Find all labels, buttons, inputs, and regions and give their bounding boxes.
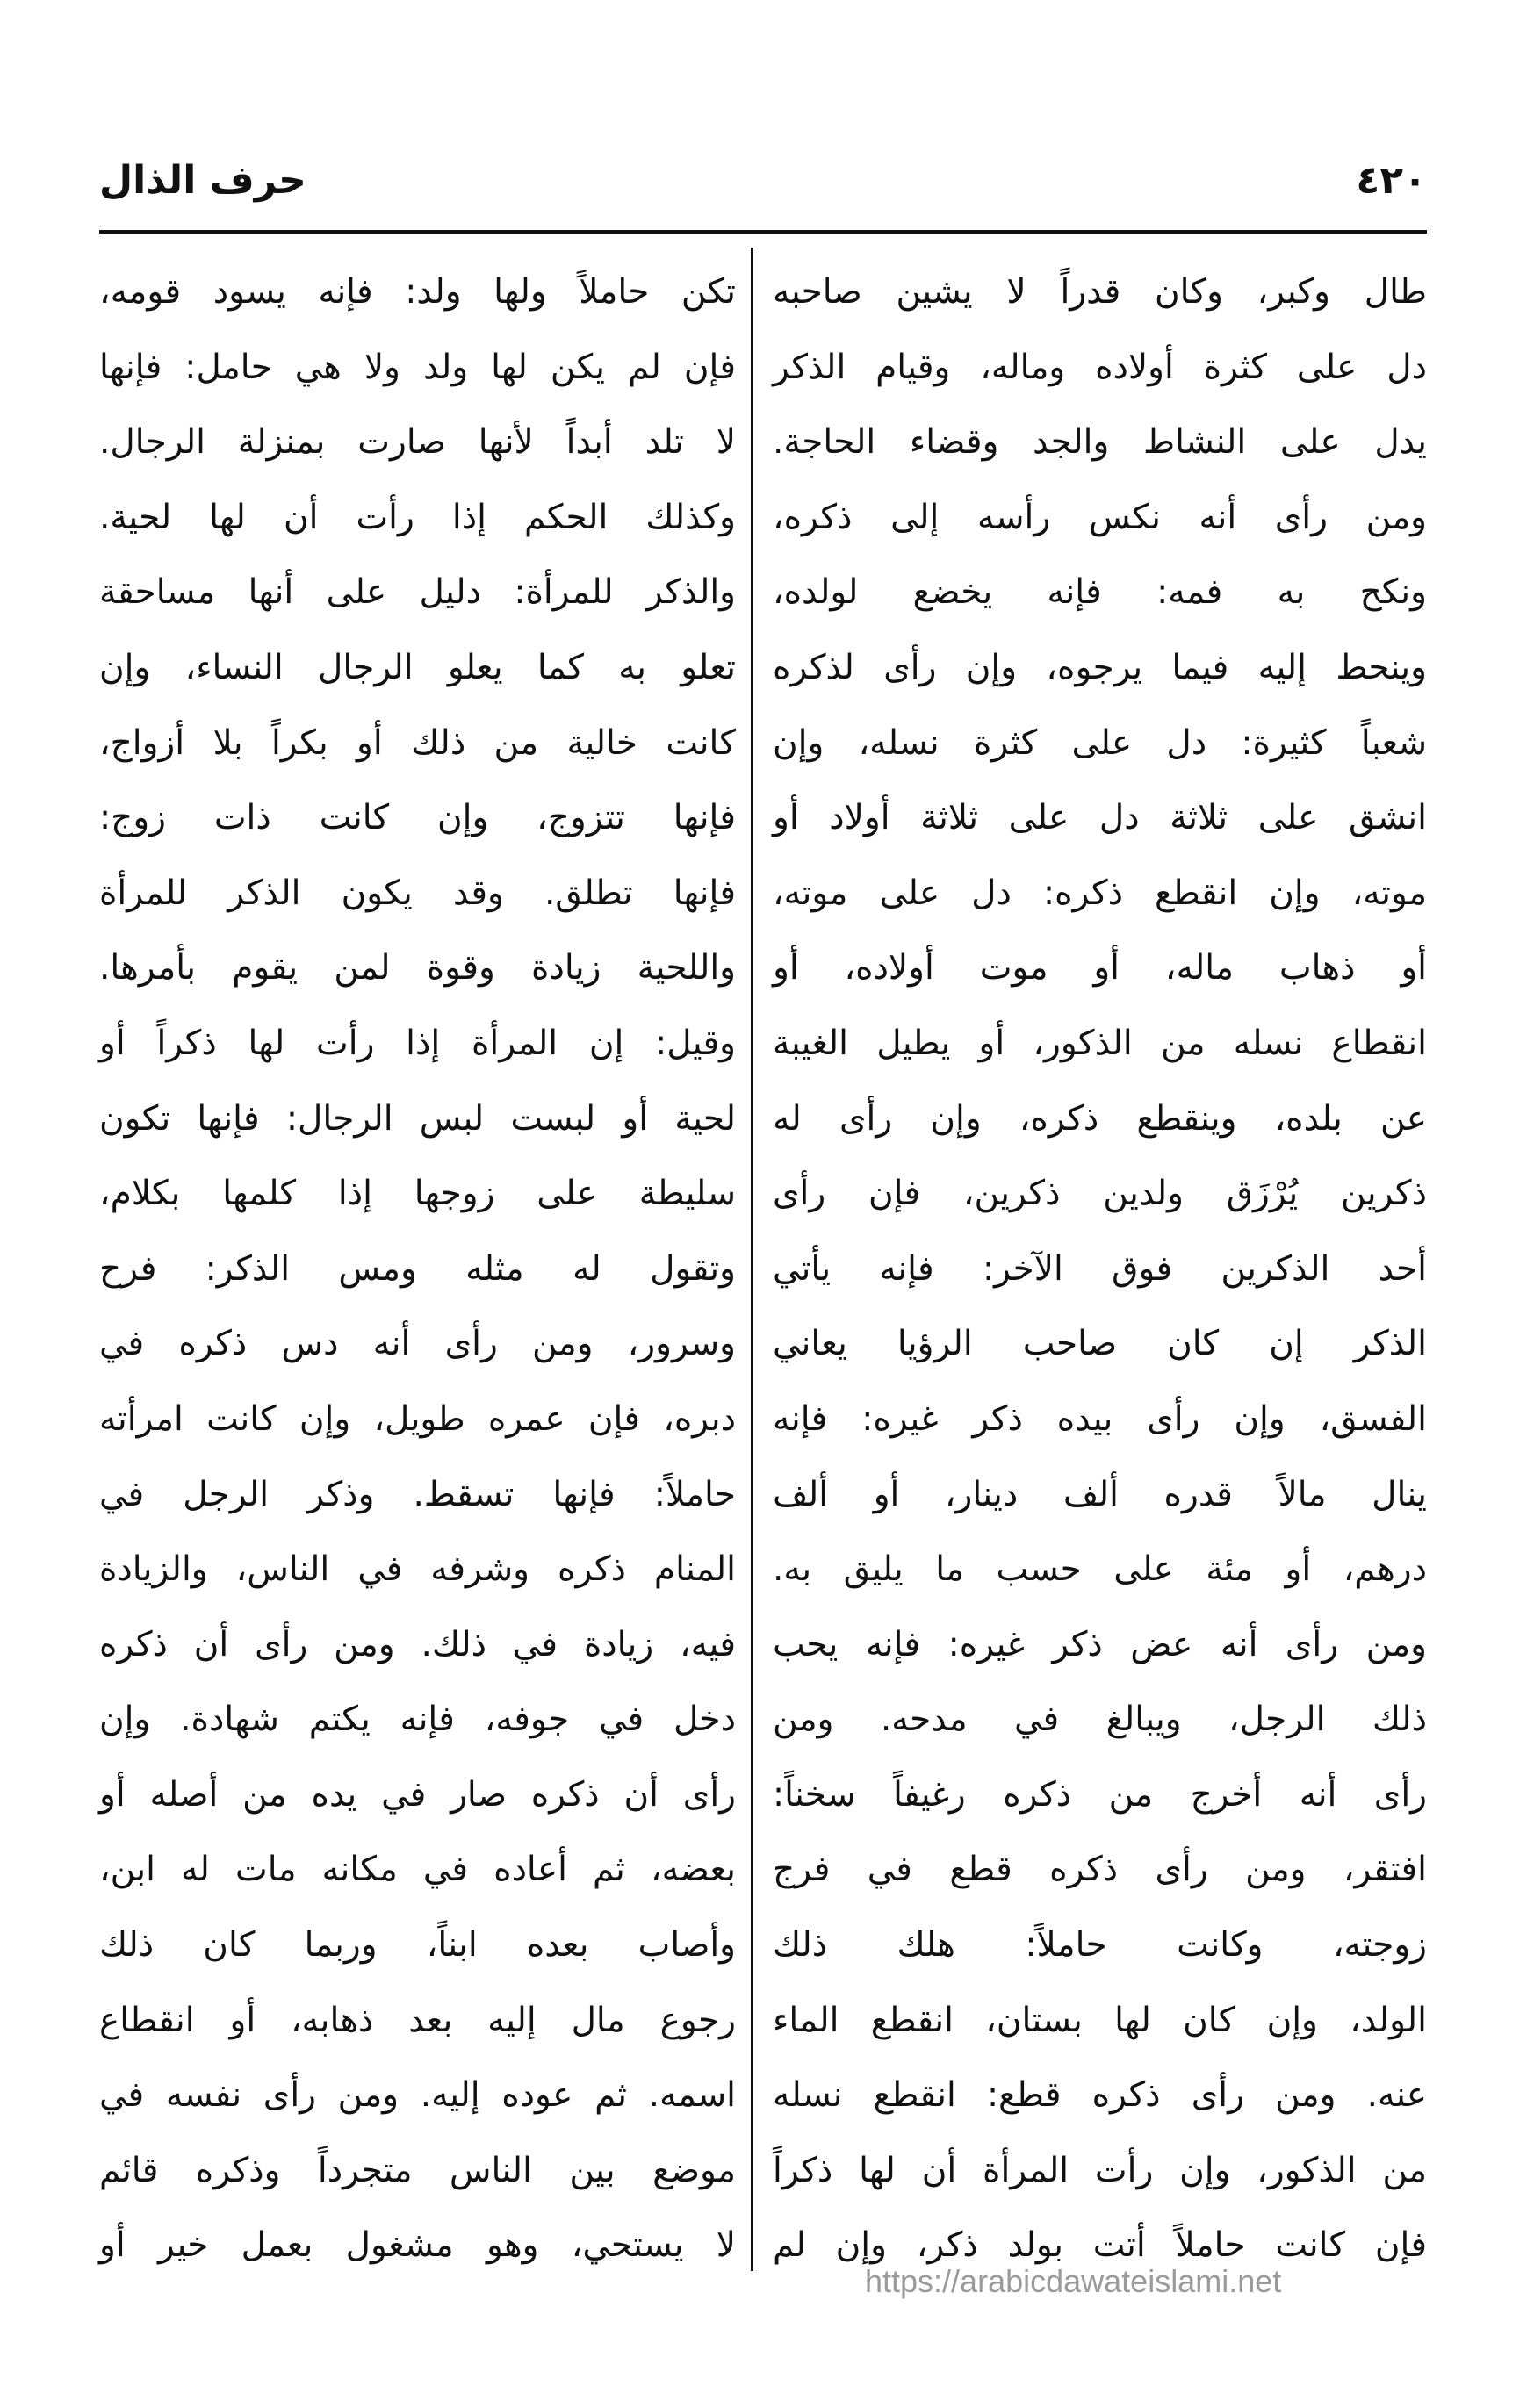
column-divider (751, 248, 753, 2271)
text-line: انقطاع نسله من الذكور، أو يطيل الغيبة (773, 1023, 1427, 1063)
left-column (99, 255, 736, 2283)
text-line: ذلك الرجل، ويبالغ في مدحه. ومن (773, 1700, 1427, 1740)
text-line: ومن رأى أنه عض ذكر غيره: فإنه يحب (773, 1624, 1427, 1664)
text-line: درهم، أو مئة على حسب ما يليق به. (773, 1549, 1427, 1590)
text-line: والذكر للمرأة: دليل على أنها مساحقة (99, 572, 736, 613)
text-line: دخل في جوفه، فإنه يكتم شهادة. وإن (99, 1700, 736, 1740)
text-line: وأصاب بعده ابناً، وربما كان ذلك (99, 1925, 736, 1966)
text-line: وكذلك الحكم إذا رأت أن لها لحية. (99, 497, 736, 537)
text-line: أو ذهاب ماله، أو موت أولاده، أو (773, 948, 1427, 988)
text-line: الولد، وإن كان لها بستان، انقطع الماء (773, 2000, 1427, 2040)
text-line: الذكر إن كان صاحب الرؤيا يعاني (773, 1324, 1427, 1364)
text-line: فإن كانت حاملاً أتت بولد ذكر، وإن لم (773, 2225, 1427, 2266)
page-number: ٤٢٠ (1356, 158, 1427, 203)
text-line: فيه، زيادة في ذلك. ومن رأى أن ذكره (99, 1624, 736, 1664)
text-line: موته، وإن انقطع ذكره: دل على موته، (773, 873, 1427, 913)
text-line: أحد الذكرين فوق الآخر: فإنه يأتي (773, 1248, 1427, 1289)
header-rule (99, 230, 1427, 234)
text-line: عن بلده، وينقطع ذكره، وإن رأى له (773, 1098, 1427, 1139)
text-line: فإنها تتزوج، وإن كانت ذات زوج: (99, 798, 736, 838)
text-line: رجوع مال إليه بعد ذهابه، أو انقطاع (99, 2000, 736, 2040)
text-line: تعلو به كما يعلو الرجال النساء، وإن (99, 647, 736, 687)
text-line: وقيل: إن المرأة إذا رأت لها ذكراً أو (99, 1023, 736, 1063)
text-line: وتقول له مثله ومس الذكر: فرح (99, 1248, 736, 1289)
text-line: موضع بين الناس متجرداً وذكره قائم (99, 2150, 736, 2190)
text-line: فإنها تطلق. وقد يكون الذكر للمرأة (99, 873, 736, 913)
text-line: سليطة على زوجها إذا كلمها بكلام، (99, 1174, 736, 1214)
text-line: الفسق، وإن رأى بيده ذكر غيره: فإنه (773, 1398, 1427, 1439)
text-line: لا يستحي، وهو مشغول بعمل خير أو (99, 2225, 736, 2266)
text-line: ومن رأى أنه نكس رأسه إلى ذكره، (773, 497, 1427, 537)
text-line: لحية أو لبست لبس الرجال: فإنها تكون (99, 1098, 736, 1139)
text-line: وينحط إليه فيما يرجوه، وإن رأى لذكره (773, 647, 1427, 687)
text-line: المنام ذكره وشرفه في الناس، والزيادة (99, 1549, 736, 1590)
text-line: لا تلد أبداً لأنها صارت بمنزلة الرجال. (99, 422, 736, 463)
chapter-title: حرف الذال (99, 158, 306, 203)
text-line: يدل على النشاط والجد وقضاء الحاجة. (773, 422, 1427, 463)
watermark: https://arabicdawateislami.net (865, 2263, 1282, 2299)
text-line: ذكرين يُرْزَق ولدين ذكرين، فإن رأى (773, 1174, 1427, 1214)
text-line: وسرور، ومن رأى أنه دس ذكره في (99, 1324, 736, 1364)
right-column (773, 255, 1427, 2283)
text-line: ينال مالاً قدره ألف دينار، أو ألف (773, 1474, 1427, 1514)
text-line: عنه. ومن رأى ذكره قطع: انقطع نسله (773, 2075, 1427, 2116)
text-line: شعباً كثيرة: دل على كثرة نسله، وإن (773, 722, 1427, 763)
text-line: تكن حاملاً ولها ولد: فإنه يسود قومه، (99, 272, 736, 312)
text-line: حاملاً: فإنها تسقط. وذكر الرجل في (99, 1474, 736, 1514)
text-line: كانت خالية من ذلك أو بكراً بلا أزواج، (99, 722, 736, 763)
text-line: طال وكبر، وكان قدراً لا يشين صاحبه (773, 272, 1427, 312)
text-line: بعضه، ثم أعاده في مكانه مات له ابن، (99, 1850, 736, 1890)
text-line: انشق على ثلاثة دل على ثلاثة أولاد أو (773, 798, 1427, 838)
text-line: افتقر، ومن رأى ذكره قطع في فرج (773, 1850, 1427, 1890)
text-line: رأى أنه أخرج من ذكره رغيفاً سخناً: (773, 1774, 1427, 1815)
text-line: اسمه. ثم عوده إليه. ومن رأى نفسه في (99, 2075, 736, 2116)
text-line: واللحية زيادة وقوة لمن يقوم بأمرها. (99, 948, 736, 988)
text-line: فإن لم يكن لها ولد ولا هي حامل: فإنها (99, 347, 736, 387)
text-line: دبره، فإن عمره طويل، وإن كانت امرأته (99, 1398, 736, 1439)
text-line: ونكح به فمه: فإنه يخضع لولده، (773, 572, 1427, 613)
text-line: رأى أن ذكره صار في يده من أصله أو (99, 1774, 736, 1815)
text-line: دل على كثرة أولاده وماله، وقيام الذكر (773, 347, 1427, 387)
text-line: زوجته، وكانت حاملاً: هلك ذلك (773, 1925, 1427, 1966)
text-line: من الذكور، وإن رأت المرأة أن لها ذكراً (773, 2150, 1427, 2190)
